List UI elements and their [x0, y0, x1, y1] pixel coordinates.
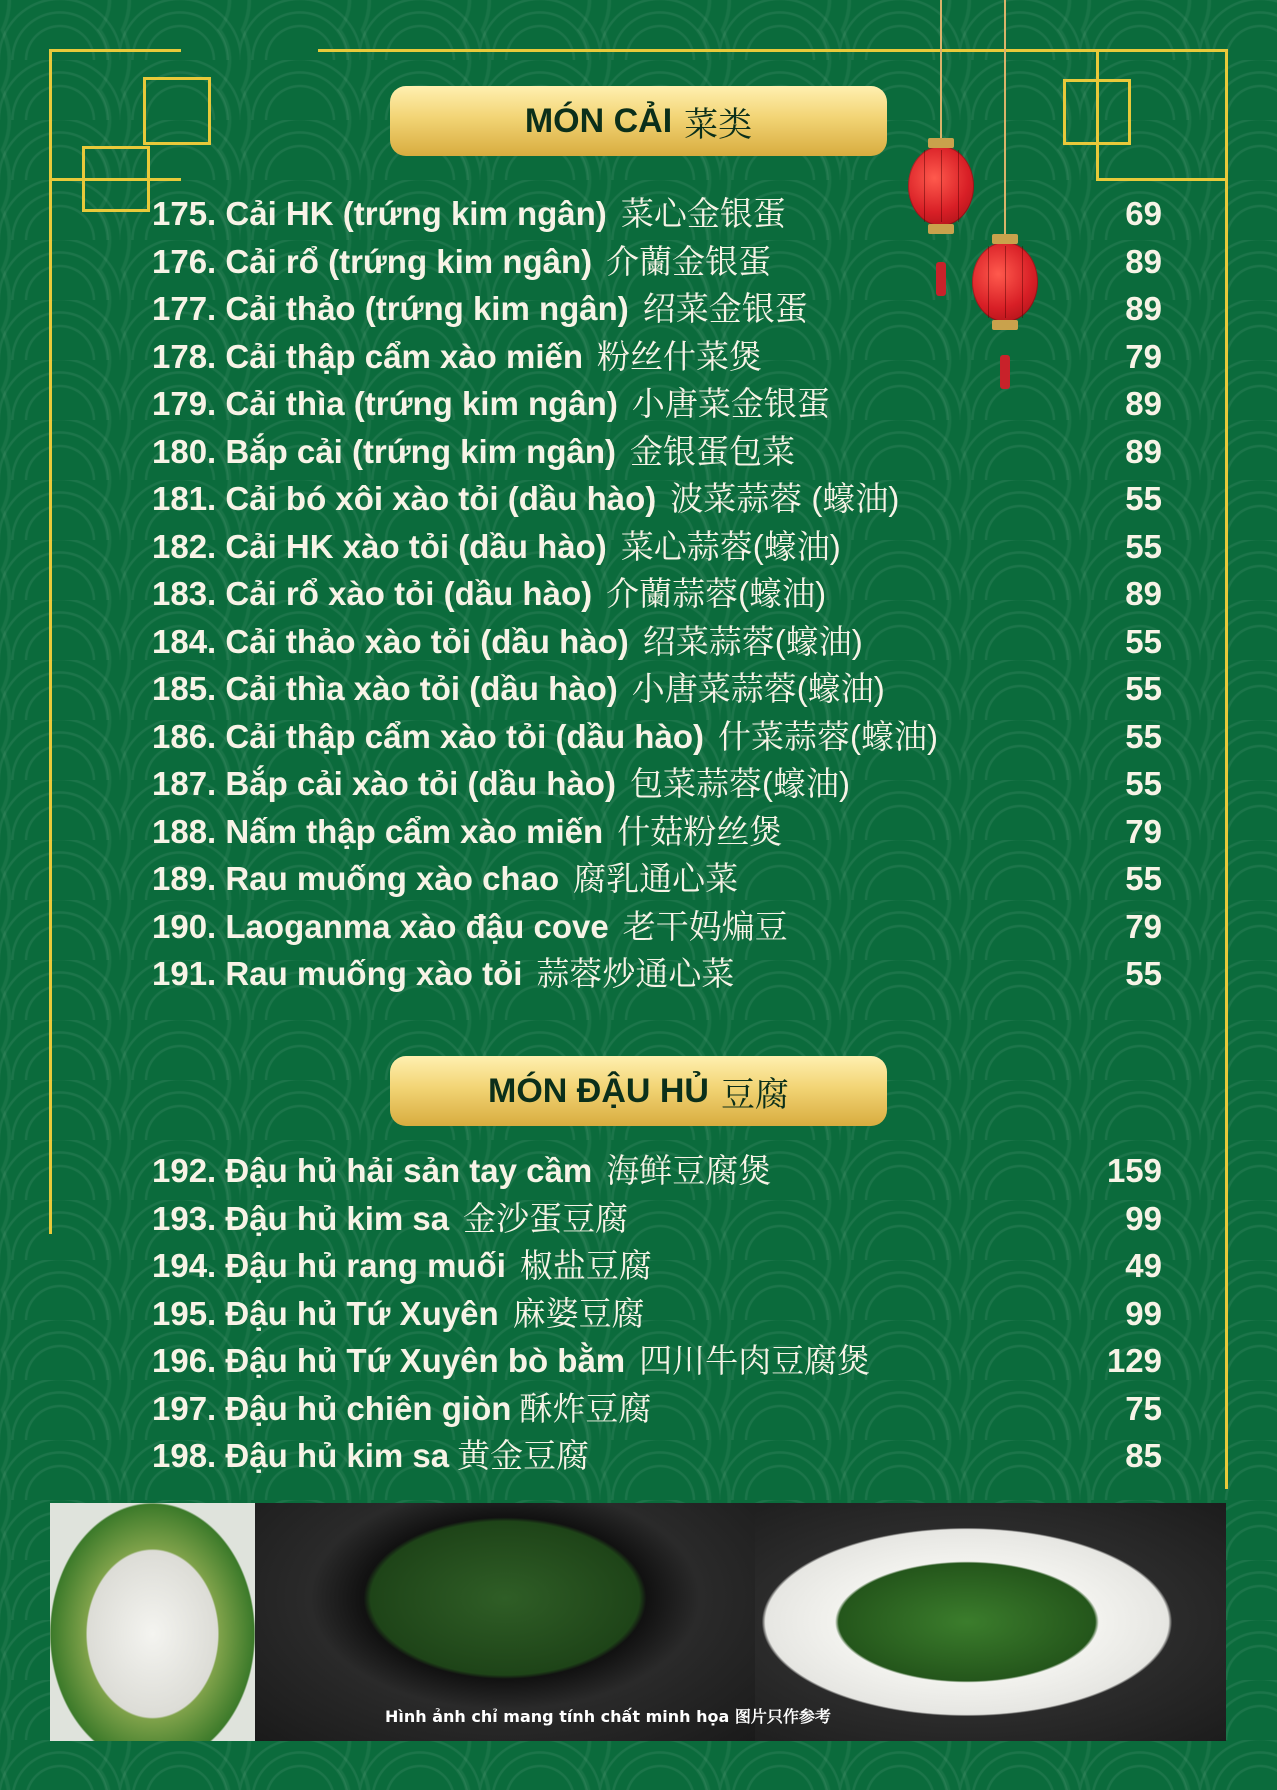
menu-item: [152, 950, 1162, 998]
section-title-zh: 豆腐: [720, 1075, 789, 1114]
menu-item: [152, 808, 1162, 856]
menu-item-name: 181. Cải bó xôi xào tỏi (dầu hào): [152, 480, 657, 517]
menu-item-price: 69: [1125, 195, 1162, 232]
menu-item: [152, 238, 1162, 286]
menu-item-price: 55: [1125, 717, 1162, 755]
menu-item-zh: 包菜蒜蓉(蠔油): [629, 765, 850, 802]
menu-item-zh: 介蘭蒜蓉(蠔油): [606, 575, 827, 612]
menu-item-price: 75: [1125, 1389, 1162, 1427]
menu-item: [152, 1147, 1162, 1195]
menu-item: [152, 190, 1162, 238]
menu-item: [152, 1432, 1162, 1480]
menu-item-price: 55: [1125, 955, 1162, 992]
section-title-cai: [390, 86, 887, 156]
menu-item-price: 55: [1125, 480, 1162, 517]
menu-item-name: 175. Cải HK (trứng kim ngân): [152, 195, 607, 232]
menu-item-price: 79: [1125, 907, 1162, 945]
menu-item-name: 183. Cải rổ xào tỏi (dầu hào): [152, 575, 593, 612]
menu-item-name: 182. Cải HK xào tỏi (dầu hào): [152, 527, 607, 565]
menu-item-name: 196. Đậu hủ Tứ Xuyên bò bằm: [152, 1342, 626, 1379]
menu-item-zh: 小唐菜金银蛋: [631, 385, 830, 422]
menu-item-name: 185. Cải thìa xào tỏi (dầu hào): [152, 670, 618, 707]
menu-item: [152, 1290, 1162, 1338]
menu-item: [152, 618, 1162, 666]
menu-item-price: 89: [1125, 242, 1162, 280]
section-title-text: MÓN ĐẬU HỦ: [488, 1071, 709, 1110]
menu-item-price: 79: [1125, 337, 1162, 375]
menu-list-dau-hu: [152, 1147, 1162, 1480]
menu-item-name: 179. Cải thìa (trứng kim ngân): [152, 385, 618, 422]
menu-item-name: 176. Cải rổ (trứng kim ngân): [152, 242, 593, 280]
menu-item-zh: 腐乳通心菜: [573, 860, 739, 897]
menu-item: [152, 333, 1162, 381]
menu-item-price: 129: [1106, 1342, 1162, 1379]
section-title-text: MÓN CẢI: [524, 101, 673, 140]
menu-item-zh: 粉丝什菜煲: [597, 337, 763, 375]
menu-item: [152, 1242, 1162, 1290]
menu-item-name: 187. Bắp cải xào tỏi (dầu hào): [152, 765, 616, 802]
menu-item-price: 49: [1125, 1247, 1162, 1284]
menu-item: [152, 1337, 1162, 1385]
menu-item-zh: 菜心蒜蓉(蠔油): [620, 527, 841, 565]
menu-list-cai: [152, 190, 1162, 998]
menu-item-zh: 什菇粉丝煲: [617, 812, 783, 850]
menu-item-zh: 介蘭金银蛋: [606, 242, 772, 280]
menu-item-name: 178. Cải thập cẩm xào miến: [152, 337, 584, 375]
menu-item: [152, 760, 1162, 808]
frame-top-line: [318, 49, 1228, 52]
menu-item-name: 177. Cải thảo (trứng kim ngân): [152, 290, 629, 327]
menu-item-name: 194. Đậu hủ rang muối: [152, 1247, 506, 1284]
menu-item: [152, 713, 1162, 761]
frame-left-line: [49, 49, 52, 1234]
menu-item-name: 193. Đậu hủ kim sa: [152, 1199, 450, 1237]
menu-item-price: 99: [1125, 1199, 1162, 1237]
section-title-zh: 菜类: [684, 105, 753, 144]
menu-item: [152, 855, 1162, 903]
menu-item-price: 55: [1125, 765, 1162, 802]
menu-item: [152, 903, 1162, 951]
menu-item-name: 195. Đậu hủ Tứ Xuyên: [152, 1294, 499, 1332]
menu-item-name: 197. Đậu hủ chiên giòn: [152, 1389, 512, 1427]
menu-item-zh: 椒盐豆腐: [519, 1247, 652, 1284]
menu-item-price: 85: [1125, 1437, 1162, 1474]
menu-item: [152, 285, 1162, 333]
photo-caption: Hình ảnh chỉ mang tính chất minh họa 图片只作参考: [385, 1707, 831, 1726]
ornament-square: [49, 49, 181, 181]
menu-item-zh: 金银蛋包菜: [630, 432, 795, 470]
menu-item-name: 186. Cải thập cẩm xào tỏi (dầu hào): [152, 717, 704, 755]
menu-item-price: 55: [1125, 670, 1162, 707]
menu-item-name: 192. Đậu hủ hải sản tay cầm: [152, 1152, 593, 1189]
menu-item-name: 191. Rau muống xào tỏi: [152, 955, 523, 992]
menu-item-price: 55: [1125, 622, 1162, 660]
menu-item-price: 99: [1125, 1294, 1162, 1332]
menu-item: [152, 380, 1162, 428]
ornament-square: [1096, 49, 1228, 181]
menu-item-price: 79: [1125, 812, 1162, 850]
menu-item-name: 184. Cải thảo xào tỏi (dầu hào): [152, 622, 629, 660]
menu-item-zh: 四川牛肉豆腐煲: [639, 1342, 871, 1379]
menu-item-zh: 黄金豆腐: [457, 1437, 590, 1474]
menu-item: [152, 1195, 1162, 1243]
menu-item-zh: 绍菜蒜蓉(蠔油): [642, 622, 863, 660]
menu-item-zh: 蒜蓉炒通心菜: [536, 955, 735, 992]
menu-item-name: 180. Bắp cải (trứng kim ngân): [152, 432, 616, 470]
menu-item: [152, 523, 1162, 571]
menu-item-zh: 酥炸豆腐: [519, 1389, 652, 1427]
menu-item-zh: 海鲜豆腐煲: [606, 1152, 772, 1189]
menu-item: [152, 665, 1162, 713]
menu-item-zh: 波菜蒜蓉 (蠔油): [670, 480, 900, 517]
menu-item-price: 89: [1125, 432, 1162, 470]
menu-item-price: 55: [1125, 860, 1162, 897]
menu-item-price: 159: [1106, 1152, 1162, 1189]
menu-item: [152, 1385, 1162, 1433]
section-title-dau-hu: [390, 1056, 887, 1126]
menu-item-zh: 金沙蛋豆腐: [463, 1199, 629, 1237]
food-photo: [50, 1503, 255, 1741]
menu-item: [152, 428, 1162, 476]
menu-item-zh: 绍菜金银蛋: [642, 290, 808, 327]
menu-item-zh: 菜心金银蛋: [620, 195, 786, 232]
menu-item-zh: 什菜蒜蓉(蠔油): [717, 717, 938, 755]
menu-item-zh: 小唐菜蒜蓉(蠔油): [631, 670, 885, 707]
menu-item: [152, 475, 1162, 523]
menu-item-price: 55: [1125, 527, 1162, 565]
menu-item-zh: 老干妈煸豆: [622, 907, 788, 945]
menu-item-price: 89: [1125, 385, 1162, 422]
menu-item-price: 89: [1125, 290, 1162, 327]
menu-item-name: 198. Đậu hủ kim sa: [152, 1437, 450, 1474]
menu-item-zh: 麻婆豆腐: [512, 1294, 645, 1332]
menu-item-name: 190. Laoganma xào đậu cove: [152, 907, 609, 945]
menu-item: [152, 570, 1162, 618]
frame-right-line: [1225, 49, 1228, 1489]
menu-item-name: 188. Nấm thập cẩm xào miến: [152, 812, 604, 850]
menu-item-price: 89: [1125, 575, 1162, 612]
lantern-string: [940, 0, 942, 142]
menu-item-name: 189. Rau muống xào chao: [152, 860, 560, 897]
